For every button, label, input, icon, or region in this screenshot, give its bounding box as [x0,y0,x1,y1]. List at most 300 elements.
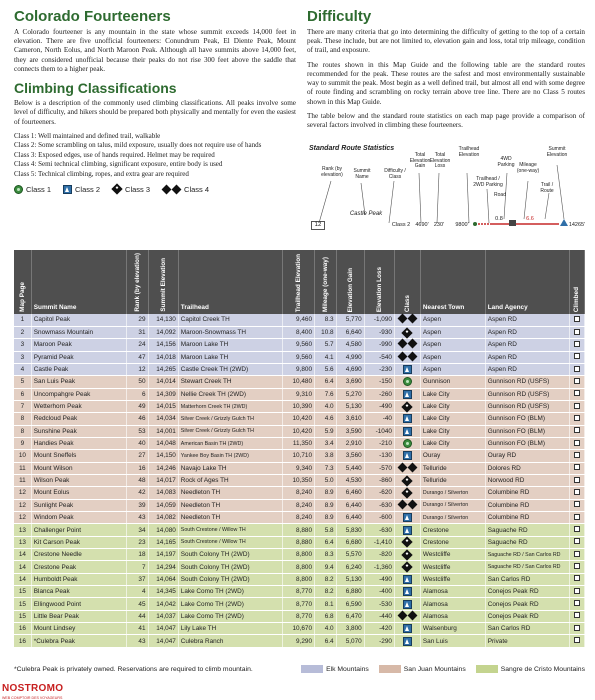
cell-page: 15 [14,598,31,610]
cell-page: 9 [14,437,31,449]
cell-name: Blanca Peak [31,586,126,598]
table-row [14,586,585,598]
climbed-checkbox[interactable] [574,452,580,458]
cell-mi: 6.8 [315,610,337,622]
cell-elev: 14,047 [148,623,178,635]
stats-trail-mi-value: 6.6 [526,216,534,222]
cell-town: Lake City [420,388,485,400]
cell-climbed [569,437,584,449]
cell-class [394,524,420,536]
cell-name: Wilson Peak [31,474,126,486]
cell-name: Mount Wilson [31,462,126,474]
cell-agency: Aspen RD [485,339,569,351]
cell-th: South Colony TH (2WD) [178,549,282,561]
cell-climbed [569,388,584,400]
cell-elev: 14,001 [148,425,178,437]
class-3-icon [402,549,413,560]
cell-gain: 5,130 [336,400,364,412]
cell-loss: -860 [364,474,394,486]
cell-gain: 4,580 [336,339,364,351]
cell-page: 1 [14,314,31,326]
cell-the: 8,770 [282,586,314,598]
cell-elev: 14,015 [148,400,178,412]
cell-rank: 23 [126,536,148,548]
cell-page: 13 [14,536,31,548]
heading-difficulty: Difficulty [307,8,372,25]
cell-th: Rock of Ages TH [178,474,282,486]
class-2-icon [403,451,412,460]
climbed-checkbox[interactable] [574,551,580,557]
class-3-icon [402,401,413,412]
logo-tagline: WEB COMPTOIR DES VOYAGEURS [2,696,63,700]
cell-th: Culebra Ranch [178,635,282,647]
cell-loss: -1,360 [364,561,394,573]
cell-loss: -490 [364,400,394,412]
cell-th: Lake Como TH (2WD) [178,586,282,598]
cell-gain: 6,460 [336,487,364,499]
cell-loss: -1,090 [364,314,394,326]
class-2-desc: Class 2: Some scrambling on talus, mild exposure, usually does not require use of hands [14,141,262,150]
cell-mi: 5.9 [315,425,337,437]
cell-page: 13 [14,524,31,536]
difficulty-paragraph-3: The table below and the standard route statistics on each map page provide a comparison of several factors involved in climbing these fourteeners. [307,111,585,129]
cell-elev: 14,047 [148,635,178,647]
cell-elev: 14,165 [148,536,178,548]
climbed-checkbox[interactable] [574,316,580,322]
cell-class [394,326,420,338]
cell-th: Yankee Boy Basin TH (2WD) [178,450,282,462]
climbed-checkbox[interactable] [574,477,580,483]
table-row [14,388,585,400]
cell-gain: 5,440 [336,462,364,474]
cell-rank: 50 [126,376,148,388]
cell-town: Lake City [420,425,485,437]
cell-town: Durango / Silverton [420,512,485,524]
cell-elev: 14,037 [148,610,178,622]
cell-mi: 8.2 [315,586,337,598]
cell-climbed [569,474,584,486]
cell-rank: 16 [126,462,148,474]
table-row [14,536,585,548]
legend-class-4 [162,185,209,194]
cell-page: 3 [14,339,31,351]
cell-loss: -400 [364,586,394,598]
climbed-checkbox[interactable] [574,588,580,594]
cell-page: 5 [14,376,31,388]
cell-loss: -290 [364,635,394,647]
cell-elev: 14,034 [148,413,178,425]
cell-town: Aspen [420,314,485,326]
table-row [14,326,585,338]
cell-rank: 47 [126,351,148,363]
table-row [14,339,585,351]
cell-name: Crestone Peak [31,561,126,573]
cell-th: Capitol Creek TH [178,314,282,326]
cell-gain: 3,690 [336,376,364,388]
col-nearest-town: Nearest Town [420,250,485,314]
cell-the: 10,670 [282,623,314,635]
cell-class [394,314,420,326]
cell-loss: -530 [364,598,394,610]
cell-mi: 7.3 [315,462,337,474]
cell-th: Navajo Lake TH [178,462,282,474]
range-legend-elk [301,665,369,673]
col-elevation-gain: Elevation Gain [336,250,364,314]
cell-name: Pyramid Peak [31,351,126,363]
table-row [14,363,585,375]
class-4-icon [398,340,417,347]
cell-th: Silver Creek / Grizzly Gulch TH [178,425,282,437]
cell-rank: 49 [126,400,148,412]
cell-agency: Aspen RD [485,363,569,375]
cell-page: 11 [14,474,31,486]
cell-agency: Private [485,635,569,647]
cell-agency: Conejos Peak RD [485,610,569,622]
cell-elev: 14,059 [148,499,178,511]
cell-agency: Columbine RD [485,487,569,499]
cell-th: Maroon Lake TH [178,351,282,363]
class-2-icon [403,587,412,596]
cell-gain: 3,560 [336,450,364,462]
cell-page: 14 [14,561,31,573]
cell-name: Redcloud Peak [31,413,126,425]
table-row [14,400,585,412]
legend-label: Class 3 [125,184,151,194]
cell-rank: 45 [126,598,148,610]
cell-rank: 12 [126,363,148,375]
class-4-icon [398,612,417,619]
stats-peak-example: Castle Peak [349,211,383,217]
col-rank: Rank (by elevation) [126,250,148,314]
cell-name: *Culebra Peak [31,635,126,647]
cell-page: 8 [14,425,31,437]
cell-rank: 34 [126,524,148,536]
climbed-checkbox[interactable] [574,501,580,507]
cell-class [394,351,420,363]
cell-gain: 3,590 [336,425,364,437]
legend-class-3 [112,185,150,194]
climbed-checkbox[interactable] [574,464,580,470]
cell-page: 8 [14,413,31,425]
cell-class [394,450,420,462]
cell-climbed [569,499,584,511]
cell-elev: 14,345 [148,586,178,598]
san-juan-swatch [379,665,401,673]
cell-rank: 40 [126,437,148,449]
cell-rank: 18 [126,549,148,561]
cell-agency: Gunnison RD (USFS) [485,388,569,400]
cell-class [394,499,420,511]
climbed-checkbox[interactable] [574,427,580,433]
cell-town: Lake City [420,400,485,412]
cell-climbed [569,400,584,412]
table-row [14,351,585,363]
left-column [14,8,296,194]
cell-mi: 8.9 [315,512,337,524]
cell-climbed [569,413,584,425]
stats-end-value: 14265' [568,222,586,228]
cell-town: Lake City [420,437,485,449]
stats-summit-elev-label: Summit Elevation [546,146,568,158]
cell-town: Westcliffe [420,549,485,561]
stats-class-example: Class 2 [391,222,411,228]
table-row [14,623,585,635]
cell-rank: 7 [126,561,148,573]
class-4-icon [162,186,181,193]
cell-class [394,598,420,610]
cell-page: 6 [14,388,31,400]
cell-the: 9,560 [282,351,314,363]
range-legend-san-juan [379,665,466,673]
cell-agency: San Carlos RD [485,573,569,585]
range-legend-sangre [476,665,585,673]
cell-rank: 46 [126,413,148,425]
cell-agency: Saguache RD / San Carlos RD [485,549,569,561]
climbed-checkbox[interactable] [574,563,580,569]
col-summit-name: Summit Name [31,250,126,314]
cell-town: Alamosa [420,586,485,598]
cell-th: South Crestone / Willow TH [178,524,282,536]
cell-gain: 5,570 [336,549,364,561]
cell-loss: -990 [364,339,394,351]
cell-mi: 8.3 [315,549,337,561]
cell-rank: 37 [126,573,148,585]
cell-th: Lake Como TH (2WD) [178,598,282,610]
table-row [14,487,585,499]
footer-note: *Culebra Peak is privately owned. Reservations are required to climb mountain. [14,665,253,673]
cell-page: 11 [14,462,31,474]
cell-page: 7 [14,400,31,412]
climbed-checkbox[interactable] [574,440,580,446]
cell-town: Aspen [420,339,485,351]
cell-th: South Colony TH (2WD) [178,561,282,573]
cell-town: Aspen [420,363,485,375]
climbed-checkbox[interactable] [574,625,580,631]
cell-gain: 4,530 [336,474,364,486]
cell-page: 16 [14,635,31,647]
cell-town: Telluride [420,462,485,474]
cell-elev: 14,092 [148,326,178,338]
cell-the: 11,350 [282,437,314,449]
cell-th: Silver Creek / Grizzly Gulch TH [178,413,282,425]
col-elevation-loss: Elevation Loss [364,250,394,314]
stats-loss-label: Total Elevation Loss [429,152,451,169]
climbed-checkbox[interactable] [574,575,580,581]
climbed-checkbox[interactable] [574,366,580,372]
table-row [14,425,585,437]
table-row [14,413,585,425]
climbed-checkbox[interactable] [574,489,580,495]
cell-th: American Basin TH (2WD) [178,437,282,449]
cell-town: Westcliffe [420,573,485,585]
climbed-checkbox[interactable] [574,378,580,384]
climbed-checkbox[interactable] [574,612,580,618]
class-3-icon [402,327,413,338]
table-row [14,512,585,524]
stats-road-label: Road [494,192,506,198]
cell-elev: 14,265 [148,363,178,375]
cell-loss: -620 [364,487,394,499]
cell-name: Sunlight Peak [31,499,126,511]
cell-rank: 39 [126,499,148,511]
cell-class [394,425,420,437]
cell-rank: 43 [126,512,148,524]
cell-name: Kit Carson Peak [31,536,126,548]
cell-loss: -540 [364,351,394,363]
table-header-row [14,250,585,314]
cell-mi: 3.8 [315,450,337,462]
cell-the: 8,770 [282,598,314,610]
stats-rank-label: Rank (by elevation) [321,166,343,178]
cell-th: Nellie Creek TH (2WD) [178,388,282,400]
table-row [14,561,585,573]
cell-the: 8,770 [282,610,314,622]
cell-gain: 6,640 [336,326,364,338]
cell-town: Crestone [420,524,485,536]
class-1-desc: Class 1: Well maintained and defined trail, walkable [14,131,161,140]
table-row [14,549,585,561]
table-row [14,598,585,610]
cell-agency: Norwood RD [485,474,569,486]
cell-the: 9,460 [282,314,314,326]
cell-class [394,561,420,573]
cell-gain: 5,130 [336,573,364,585]
cell-climbed [569,363,584,375]
cell-climbed [569,573,584,585]
class-1-icon [403,439,412,448]
cell-mi: 8.9 [315,499,337,511]
cell-climbed [569,314,584,326]
cell-climbed [569,598,584,610]
cell-town: Crestone [420,536,485,548]
cell-agency: Ouray RD [485,450,569,462]
cell-class [394,388,420,400]
stats-trail-label: Trail / Route [540,182,554,194]
cell-class [394,549,420,561]
cell-loss: -490 [364,573,394,585]
climbed-checkbox[interactable] [574,514,580,520]
cell-agency: Columbine RD [485,499,569,511]
cell-climbed [569,549,584,561]
table-row [14,376,585,388]
cell-gain: 6,470 [336,610,364,622]
class-2-icon [403,390,412,399]
cell-gain: 3,800 [336,623,364,635]
cell-mi: 5.8 [315,524,337,536]
cell-climbed [569,561,584,573]
cell-name: Crestone Needle [31,549,126,561]
cell-town: Aspen [420,326,485,338]
cell-the: 10,480 [282,376,314,388]
fourteeners-table [14,250,585,648]
cell-th: Maroon-Snowmass TH [178,326,282,338]
cell-mi: 4.0 [315,623,337,635]
stats-road-mi-value: 0.8 [495,216,503,222]
cell-rank: 53 [126,425,148,437]
cell-the: 8,800 [282,549,314,561]
cell-gain: 5,070 [336,635,364,647]
elk-swatch [301,665,323,673]
climbed-checkbox[interactable] [574,353,580,359]
cell-th: Castle Creek TH (2WD) [178,363,282,375]
cell-name: Sunshine Peak [31,425,126,437]
cell-agency: Gunnison FO (BLM) [485,413,569,425]
stats-rank-value: 12 [311,221,325,230]
cell-the: 10,710 [282,450,314,462]
col-land-agency: Land Agency [485,250,569,314]
cell-elev: 14,014 [148,376,178,388]
cell-rank: 6 [126,388,148,400]
difficulty-paragraph-2: The routes shown in this Map Guide and the following table are the standard routes recommended for the peak. These routes are the safest and most environmentally sustainable way to summit the peak. Most begin as a well defined trail, but almost all end with some degree of route finding and scrambling on rocky terrain above tree line. There are no Class 5 routes shown in this Map Guide. [307,60,585,106]
cell-agency: Aspen RD [485,314,569,326]
legend-class-2 [63,185,100,194]
cell-th: South Crestone / Willow TH [178,536,282,548]
table-row [14,524,585,536]
cell-mi: 6.4 [315,376,337,388]
cell-mi: 8.1 [315,598,337,610]
cell-page: 12 [14,487,31,499]
cell-elev: 14,156 [148,339,178,351]
cell-agency: Gunnison RD (USFS) [485,376,569,388]
cell-mi: 4.6 [315,413,337,425]
cell-page: 12 [14,512,31,524]
table-body [14,314,585,647]
cell-the: 9,800 [282,363,314,375]
climbed-checkbox[interactable] [574,415,580,421]
cell-the: 8,800 [282,573,314,585]
class-2-icon [403,365,412,374]
cell-class [394,376,420,388]
climbed-checkbox[interactable] [574,637,580,643]
cell-loss: -230 [364,363,394,375]
class-legend [14,185,296,194]
cell-elev: 14,082 [148,512,178,524]
cell-name: Humboldt Peak [31,573,126,585]
climbed-checkbox[interactable] [574,526,580,532]
cell-gain: 4,990 [336,351,364,363]
climbed-checkbox[interactable] [574,538,580,544]
cell-rank: 27 [126,450,148,462]
cell-gain: 5,270 [336,388,364,400]
cell-loss: -130 [364,450,394,462]
table-row [14,635,585,647]
class-2-icon [403,575,412,584]
cell-the: 8,240 [282,487,314,499]
cell-name: Mount Lindsey [31,623,126,635]
cell-name: Windom Peak [31,512,126,524]
class-3-icon [402,475,413,486]
cell-gain: 6,240 [336,561,364,573]
climbed-checkbox[interactable] [574,341,580,347]
cell-page: 16 [14,623,31,635]
logo-name: NOSTROMO [2,683,64,694]
climbed-checkbox[interactable] [574,600,580,606]
cell-gain: 6,440 [336,512,364,524]
cell-gain: 4,690 [336,363,364,375]
stats-gain-value: 4690' [415,222,429,228]
climbed-checkbox[interactable] [574,329,580,335]
cell-class [394,413,420,425]
climbed-checkbox[interactable] [574,390,580,396]
cell-class [394,437,420,449]
cell-rank: 24 [126,339,148,351]
legend-label: Class 1 [26,184,52,194]
cell-mi: 6.4 [315,536,337,548]
cell-th: Maroon Lake TH [178,339,282,351]
stats-title: Standard Route Statistics [309,145,395,152]
cell-name: Snowmass Mountain [31,326,126,338]
climbed-checkbox[interactable] [574,403,580,409]
